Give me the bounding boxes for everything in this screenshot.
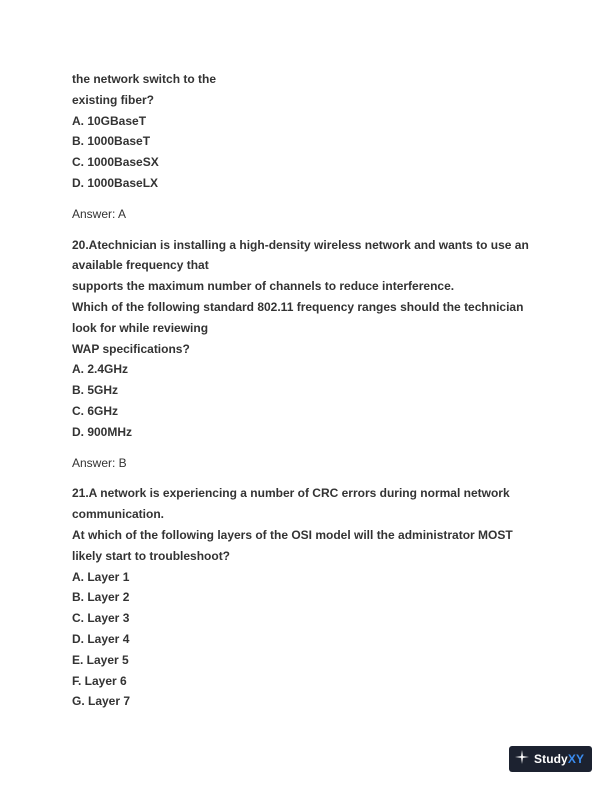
studyxy-badge[interactable] (509, 746, 592, 772)
question-line: look for while reviewing (72, 320, 209, 335)
question-line: likely start to troubleshoot? (72, 548, 231, 563)
question-line: the network switch to the (72, 72, 217, 86)
question-line: 21.A network is experiencing a number of CRC errors during normal network (72, 486, 510, 501)
option-d: D. 1000BaseLX (72, 175, 159, 190)
option-a: A. 2.4GHz (72, 362, 129, 377)
question-21 (72, 483, 542, 712)
option-b: B. 1000BaseT (72, 134, 151, 149)
option-f: F. Layer 6 (72, 673, 127, 688)
option-e: E. Layer 5 (72, 652, 129, 667)
answer-20: Answer: B (72, 455, 127, 470)
question-line: existing fiber? (72, 92, 155, 107)
question-line: WAP specifications? (72, 341, 190, 356)
option-d: D. Layer 4 (72, 631, 130, 646)
brand-name-primary: Study (534, 752, 568, 766)
question-line: communication. (72, 507, 165, 522)
option-c: C. 1000BaseSX (72, 155, 159, 170)
option-c: C. 6GHz (72, 403, 119, 418)
option-d: D. 900MHz (72, 424, 133, 439)
question-19-tail (72, 69, 542, 194)
brand-name-accent: XY (567, 752, 585, 766)
document-body (72, 69, 542, 712)
question-20 (72, 235, 542, 443)
option-g: G. Layer 7 (72, 694, 131, 709)
option-a: A. 10GBaseT (72, 113, 147, 128)
answer-19: Answer: A (72, 206, 127, 221)
question-line: At which of the following layers of the OSI model will the administrator MOST (72, 527, 513, 542)
question-line: available frequency that (72, 258, 209, 273)
option-b: B. Layer 2 (72, 590, 130, 605)
brand-name (534, 752, 584, 766)
question-line: supports the maximum number of channels to reduce interference. (72, 279, 455, 294)
option-a: A. Layer 1 (72, 569, 130, 584)
question-line: 20.Atechnician is installing a high-density wireless network and wants to use an (72, 237, 529, 252)
question-line: Which of the following standard 802.11 frequency ranges should the technician (72, 299, 524, 314)
plus-star-icon (515, 750, 534, 769)
option-c: C. Layer 3 (72, 611, 130, 626)
option-b: B. 5GHz (72, 383, 119, 398)
